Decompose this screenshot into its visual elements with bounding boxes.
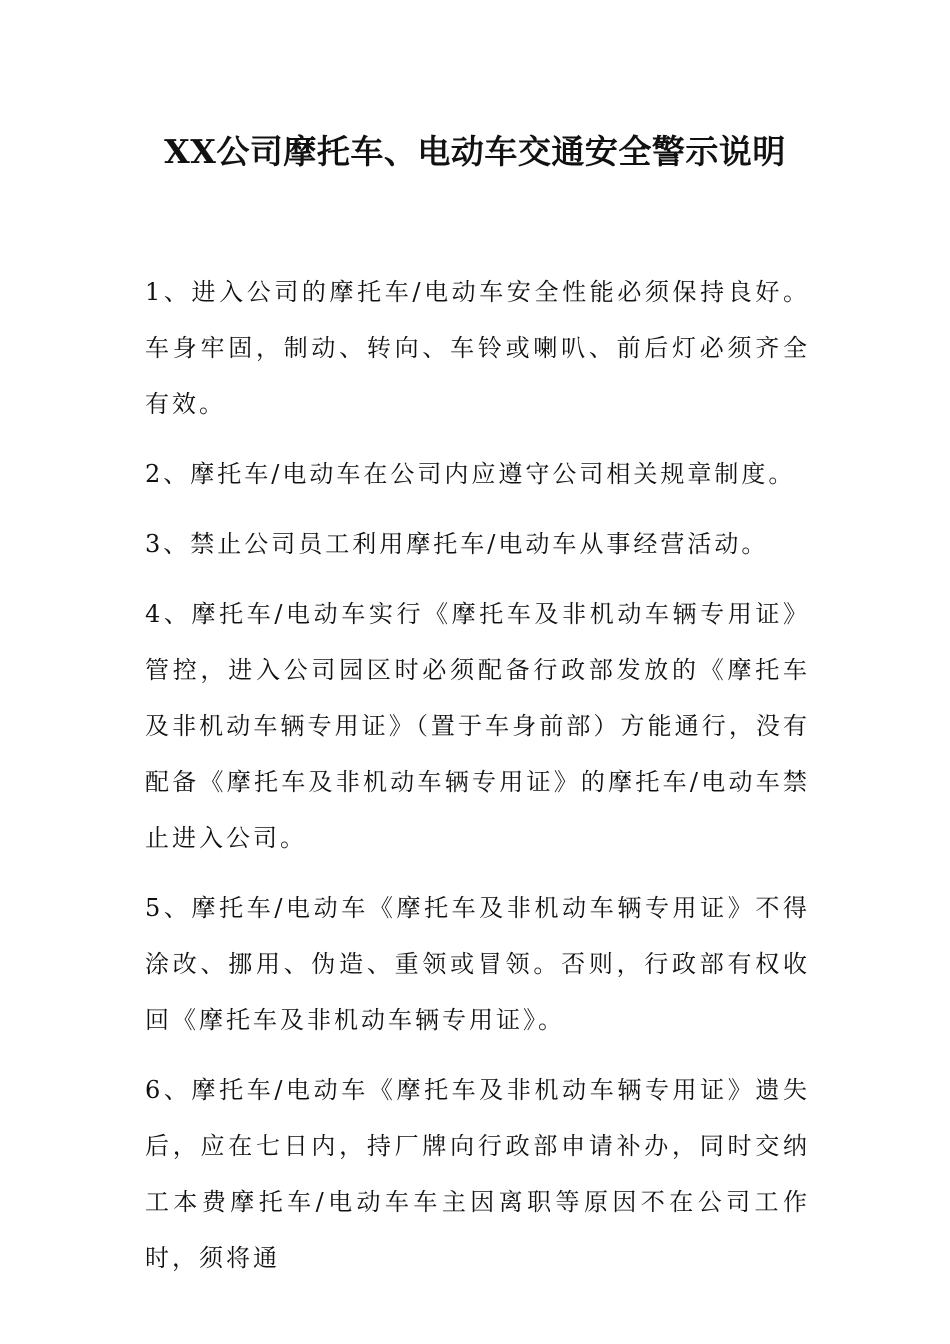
rule-paragraph-2: 2、摩托车/电动车在公司内应遵守公司相关规章制度。	[145, 460, 796, 488]
rule-paragraph-5: 5、摩托车/电动车《摩托车及非机动车辆专用证》不得涂改、挪用、伪造、重领或冒领。否则，行政部有权收回《摩托车及非机动车辆专用证》。	[145, 894, 810, 1034]
page-title: XX公司摩托车、电动车交通安全警示说明	[164, 132, 786, 171]
document-body	[145, 264, 810, 1300]
rule-paragraph-1: 1、进入公司的摩托车/电动车安全性能必须保持良好。车身牢固，制动、转向、车铃或喇叭、前后灯必须齐全有效。	[145, 278, 810, 418]
rule-paragraph-4: 4、摩托车/电动车实行《摩托车及非机动车辆专用证》管控，进入公司园区时必须配备行政部发放的《摩托车及非机动车辆专用证》（置于车身前部）方能通行，没有配备《摩托车及非机动车辆专用证》的摩托车/电动车禁止进入公司。	[145, 600, 810, 852]
rule-paragraph-3: 3、禁止公司员工利用摩托车/电动车从事经营活动。	[145, 530, 769, 558]
rule-paragraph-6: 6、摩托车/电动车《摩托车及非机动车辆专用证》遗失后，应在七日内，持厂牌向行政部申请补办，同时交纳工本费摩托车/电动车车主因离职等原因不在公司工作时，须将通	[145, 1076, 810, 1272]
